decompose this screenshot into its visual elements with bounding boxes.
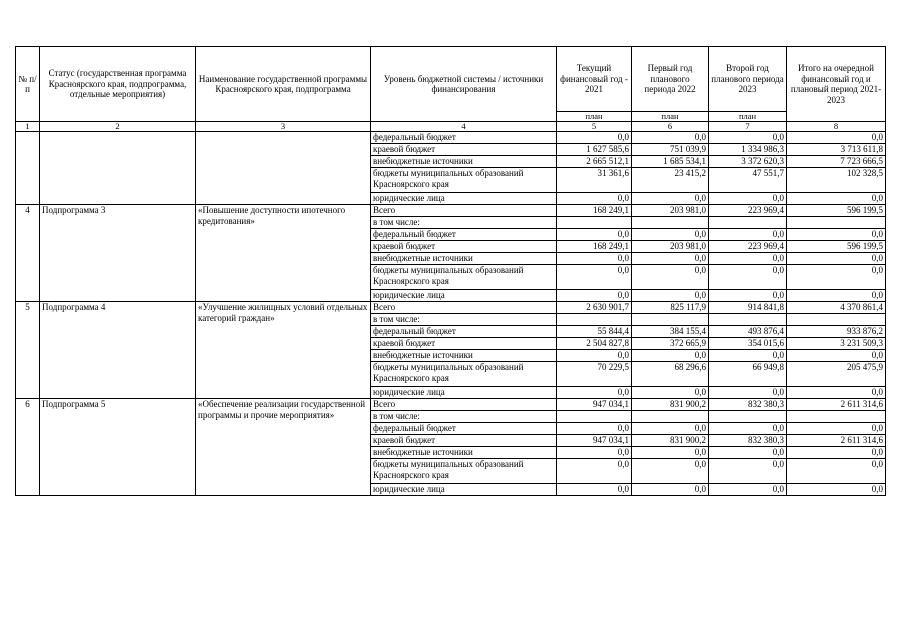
value-total: 0,0 (787, 350, 886, 362)
column-number: 7 (709, 122, 787, 132)
value-total (787, 411, 886, 423)
value-2022: 0,0 (632, 484, 709, 496)
funding-source: бюджеты муниципальных образований Красноярского края (371, 168, 557, 193)
value-total: 0,0 (787, 265, 886, 290)
row-program-name: «Обеспечение реализации государственной программы и прочие мероприятия» (196, 399, 371, 496)
value-2021: 2 504 827,8 (557, 338, 632, 350)
value-2021: 0,0 (557, 459, 632, 484)
funding-source: юридические лица (371, 193, 557, 205)
value-2022 (632, 314, 709, 326)
value-2022: 384 155,4 (632, 326, 709, 338)
value-2023: 0,0 (709, 229, 787, 241)
value-total: 0,0 (787, 484, 886, 496)
value-2022: 0,0 (632, 265, 709, 290)
value-2021 (557, 314, 632, 326)
row-number: 5 (16, 302, 40, 399)
funding-source: в том числе: (371, 314, 557, 326)
value-2023: 0,0 (709, 290, 787, 302)
value-2022: 0,0 (632, 193, 709, 205)
value-2022: 0,0 (632, 387, 709, 399)
value-2021: 1 627 585,6 (557, 144, 632, 156)
value-2023: 0,0 (709, 484, 787, 496)
column-number: 2 (40, 122, 196, 132)
row-status: Подпрограмма 5 (40, 399, 196, 496)
column-number: 1 (16, 122, 40, 132)
value-2023: 0,0 (709, 265, 787, 290)
value-total: 4 370 861,4 (787, 302, 886, 314)
value-2023: 223 969,4 (709, 241, 787, 253)
header-year-2022: Первый год планового периода 2022 (632, 47, 709, 112)
funding-source: внебюджетные источники (371, 156, 557, 168)
value-2021: 2 630 901,7 (557, 302, 632, 314)
value-total: 2 611 314,6 (787, 399, 886, 411)
value-2022: 203 981,0 (632, 205, 709, 217)
funding-source: краевой бюджет (371, 338, 557, 350)
row-number: 6 (16, 399, 40, 496)
header-year-2021: Текущий финансовый год - 2021 (557, 47, 632, 112)
value-total: 0,0 (787, 253, 886, 265)
value-total: 0,0 (787, 132, 886, 144)
value-2021: 0,0 (557, 423, 632, 435)
value-2023: 3 372 620,3 (709, 156, 787, 168)
value-2022: 23 415,2 (632, 168, 709, 193)
header-name: Наименование государственной программы Красноярского края, подпрограмма (196, 47, 371, 122)
value-total: 0,0 (787, 193, 886, 205)
value-total: 0,0 (787, 229, 886, 241)
value-total: 3 713 611,8 (787, 144, 886, 156)
value-total: 933 876,2 (787, 326, 886, 338)
value-2023: 0,0 (709, 350, 787, 362)
value-2021: 0,0 (557, 447, 632, 459)
funding-source: внебюджетные источники (371, 253, 557, 265)
column-number: 8 (787, 122, 886, 132)
value-2023: 0,0 (709, 387, 787, 399)
value-2022: 0,0 (632, 350, 709, 362)
funding-source: юридические лица (371, 290, 557, 302)
funding-source: бюджеты муниципальных образований Красноярского края (371, 362, 557, 387)
value-2023: 0,0 (709, 459, 787, 484)
value-2022: 0,0 (632, 132, 709, 144)
plan-label-2023: план (709, 112, 787, 122)
row-number: 4 (16, 205, 40, 302)
value-2021: 0,0 (557, 132, 632, 144)
value-total: 0,0 (787, 387, 886, 399)
value-2023 (709, 217, 787, 229)
value-2023: 914 841,8 (709, 302, 787, 314)
value-2022: 0,0 (632, 229, 709, 241)
value-total: 0,0 (787, 447, 886, 459)
plan-label-2021: план (557, 112, 632, 122)
value-2022 (632, 411, 709, 423)
value-2021: 947 034,1 (557, 435, 632, 447)
value-2021: 31 361,6 (557, 168, 632, 193)
value-2022: 0,0 (632, 459, 709, 484)
value-total: 2 611 314,6 (787, 435, 886, 447)
value-2021: 947 034,1 (557, 399, 632, 411)
column-number: 5 (557, 122, 632, 132)
value-2022: 0,0 (632, 447, 709, 459)
header-total: Итого на очередной финансовый год и плановый период 2021-2023 (787, 47, 886, 122)
value-total: 596 199,5 (787, 241, 886, 253)
value-2022: 0,0 (632, 290, 709, 302)
header-year-2023: Второй год планового периода 2023 (709, 47, 787, 112)
header-status: Статус (государственная программа Красноярского края, подпрограмма, отдельные мероприятия) (40, 47, 196, 122)
funding-source: внебюджетные источники (371, 350, 557, 362)
funding-source: юридические лица (371, 484, 557, 496)
table-body (16, 132, 886, 496)
header-num: № п/п (16, 47, 40, 122)
value-2023: 832 380,3 (709, 399, 787, 411)
funding-source: Всего (371, 302, 557, 314)
value-total: 596 199,5 (787, 205, 886, 217)
value-2021: 168 249,1 (557, 205, 632, 217)
value-2023: 1 334 986,3 (709, 144, 787, 156)
table-row (16, 399, 886, 411)
value-2023: 354 015,6 (709, 338, 787, 350)
value-2021: 70 229,5 (557, 362, 632, 387)
value-2023: 66 949,8 (709, 362, 787, 387)
value-2022: 372 665,9 (632, 338, 709, 350)
row-program-name (196, 132, 371, 205)
value-total: 0,0 (787, 290, 886, 302)
value-2021: 0,0 (557, 193, 632, 205)
value-2021: 0,0 (557, 253, 632, 265)
value-2023: 832 380,3 (709, 435, 787, 447)
value-2022: 68 296,6 (632, 362, 709, 387)
funding-source: федеральный бюджет (371, 326, 557, 338)
row-status (40, 132, 196, 205)
value-2022: 1 685 534,1 (632, 156, 709, 168)
value-2023: 0,0 (709, 447, 787, 459)
plan-label-2022: план (632, 112, 709, 122)
value-2023: 493 876,4 (709, 326, 787, 338)
value-2022: 751 039,9 (632, 144, 709, 156)
column-number: 3 (196, 122, 371, 132)
value-2022: 825 117,9 (632, 302, 709, 314)
value-2021: 168 249,1 (557, 241, 632, 253)
funding-source: юридические лица (371, 387, 557, 399)
row-status: Подпрограмма 4 (40, 302, 196, 399)
funding-source: Всего (371, 399, 557, 411)
value-2022: 831 900,2 (632, 435, 709, 447)
table-row (16, 302, 886, 314)
value-2023 (709, 314, 787, 326)
value-2021: 55 844,4 (557, 326, 632, 338)
value-2022: 0,0 (632, 423, 709, 435)
value-2023: 0,0 (709, 193, 787, 205)
row-program-name: «Улучшение жилищных условий отдельных категорий граждан» (196, 302, 371, 399)
column-number: 6 (632, 122, 709, 132)
value-total: 0,0 (787, 459, 886, 484)
value-total: 102 328,5 (787, 168, 886, 193)
value-total (787, 217, 886, 229)
value-2023 (709, 411, 787, 423)
budget-table (15, 46, 886, 496)
funding-source: краевой бюджет (371, 241, 557, 253)
funding-source: федеральный бюджет (371, 132, 557, 144)
value-2021: 0,0 (557, 290, 632, 302)
funding-source: федеральный бюджет (371, 423, 557, 435)
value-total: 7 723 666,5 (787, 156, 886, 168)
value-2021: 0,0 (557, 229, 632, 241)
value-2023: 0,0 (709, 253, 787, 265)
value-2023: 0,0 (709, 132, 787, 144)
value-2021: 0,0 (557, 387, 632, 399)
row-program-name: «Повышение доступности ипотечного кредитования» (196, 205, 371, 302)
table-row (16, 132, 886, 144)
value-2021: 0,0 (557, 350, 632, 362)
funding-source: бюджеты муниципальных образований Красноярского края (371, 265, 557, 290)
header-level: Уровень бюджетной системы / источники финансирования (371, 47, 557, 122)
row-status: Подпрограмма 3 (40, 205, 196, 302)
funding-source: в том числе: (371, 411, 557, 423)
table-row (16, 205, 886, 217)
funding-source: внебюджетные источники (371, 447, 557, 459)
value-2023: 47 551,7 (709, 168, 787, 193)
value-total (787, 314, 886, 326)
value-2021 (557, 411, 632, 423)
value-2021 (557, 217, 632, 229)
value-2022: 0,0 (632, 253, 709, 265)
row-number (16, 132, 40, 205)
value-2021: 0,0 (557, 265, 632, 290)
value-total: 0,0 (787, 423, 886, 435)
column-number: 4 (371, 122, 557, 132)
funding-source: Всего (371, 205, 557, 217)
value-2022 (632, 217, 709, 229)
funding-source: краевой бюджет (371, 144, 557, 156)
value-2022: 203 981,0 (632, 241, 709, 253)
value-2021: 2 665 512,1 (557, 156, 632, 168)
value-2023: 0,0 (709, 423, 787, 435)
funding-source: федеральный бюджет (371, 229, 557, 241)
value-2022: 831 900,2 (632, 399, 709, 411)
value-2023: 223 969,4 (709, 205, 787, 217)
value-total: 3 231 509,3 (787, 338, 886, 350)
funding-source: бюджеты муниципальных образований Красноярского края (371, 459, 557, 484)
value-total: 205 475,9 (787, 362, 886, 387)
funding-source: краевой бюджет (371, 435, 557, 447)
funding-source: в том числе: (371, 217, 557, 229)
value-2021: 0,0 (557, 484, 632, 496)
